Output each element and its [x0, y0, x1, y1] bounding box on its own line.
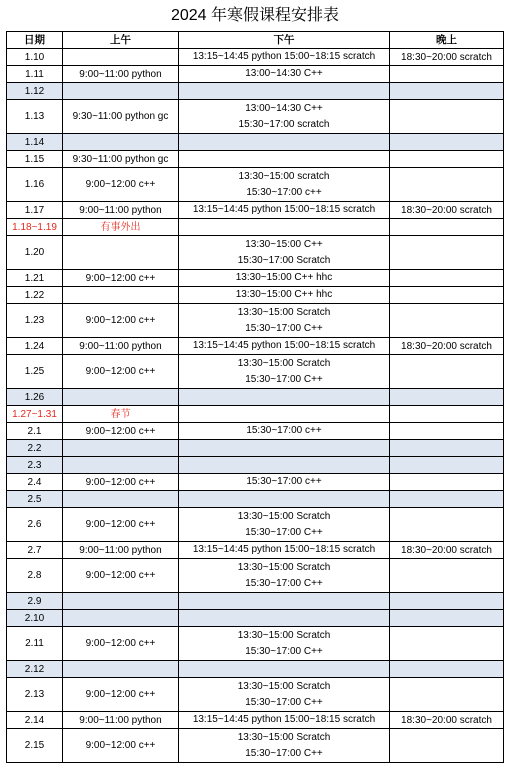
morning-cell	[63, 491, 179, 508]
afternoon-line: 13:15~14:45 python 15:00~18:15 scratch	[192, 714, 376, 725]
morning-cell	[63, 661, 179, 678]
morning-cell: 9:00~12:00 c++	[63, 627, 179, 661]
afternoon-line: 15:30~17:00 c++	[246, 425, 322, 436]
morning-cell: 9:00~12:00 c++	[63, 355, 179, 389]
evening-cell: 18:30~20:00 scratch	[390, 542, 504, 559]
morning-cell: 9:00~11:00 python	[63, 338, 179, 355]
afternoon-line: 13:15~14:45 python 15:00~18:15 scratch	[192, 204, 376, 215]
date-cell: 1.18~1.19	[7, 219, 63, 236]
afternoon-cell	[179, 134, 390, 151]
morning-cell: 9:00~12:00 c++	[63, 678, 179, 712]
evening-cell	[390, 678, 504, 712]
table-row	[7, 83, 504, 100]
morning-cell: 9:00~11:00 python	[63, 542, 179, 559]
header-row	[7, 32, 504, 49]
afternoon-cell	[179, 423, 390, 440]
afternoon-cell	[179, 168, 390, 202]
afternoon-cell	[179, 83, 390, 100]
table-row	[7, 457, 504, 474]
afternoon-cell	[179, 491, 390, 508]
afternoon-line: 15:30~17:00 C++	[245, 322, 323, 334]
date-cell: 2.3	[7, 457, 63, 474]
evening-cell	[390, 151, 504, 168]
table-row	[7, 627, 504, 661]
table-row	[7, 440, 504, 457]
table-row	[7, 304, 504, 338]
evening-cell	[390, 559, 504, 593]
schedule-table	[6, 31, 504, 763]
afternoon-line: 13:30~15:00 Scratch	[237, 357, 331, 369]
afternoon-cell	[179, 559, 390, 593]
afternoon-line: 15:30~17:00 C++	[245, 373, 323, 385]
evening-cell	[390, 627, 504, 661]
morning-cell: 9:30~11:00 python gc	[63, 151, 179, 168]
evening-cell	[390, 661, 504, 678]
afternoon-cell	[179, 542, 390, 559]
afternoon-cell	[179, 202, 390, 219]
morning-cell: 9:00~12:00 c++	[63, 168, 179, 202]
table-row	[7, 423, 504, 440]
afternoon-cell	[179, 304, 390, 338]
morning-cell: 9:00~12:00 c++	[63, 304, 179, 338]
date-cell: 2.13	[7, 678, 63, 712]
date-cell: 2.2	[7, 440, 63, 457]
morning-cell: 9:00~11:00 python	[63, 712, 179, 729]
afternoon-line: 13:30~15:00 Scratch	[237, 731, 331, 743]
evening-cell	[390, 83, 504, 100]
table-row	[7, 542, 504, 559]
afternoon-line: 15:30~17:00 c++	[246, 476, 322, 487]
afternoon-line: 13:30~15:00 C++	[245, 238, 323, 250]
date-cell: 1.16	[7, 168, 63, 202]
afternoon-line: 13:30~15:00 C++ hhc	[235, 272, 333, 283]
page-title: 2024 年寒假课程安排表	[170, 7, 340, 24]
table-row	[7, 355, 504, 389]
evening-cell	[390, 474, 504, 491]
table-row	[7, 474, 504, 491]
table-row	[7, 729, 504, 763]
evening-cell	[390, 355, 504, 389]
morning-cell: 9:00~12:00 c++	[63, 474, 179, 491]
date-cell: 1.25	[7, 355, 63, 389]
table-row	[7, 491, 504, 508]
afternoon-line: 15:30~17:00 c++	[246, 186, 322, 198]
evening-cell	[390, 593, 504, 610]
afternoon-cell	[179, 627, 390, 661]
table-row	[7, 219, 504, 236]
afternoon-line: 13:15~14:45 python 15:00~18:15 scratch	[192, 544, 376, 555]
afternoon-line: 13:30~15:00 Scratch	[237, 680, 331, 692]
afternoon-cell	[179, 151, 390, 168]
header-afternoon: 下午	[179, 32, 390, 49]
morning-cell	[63, 440, 179, 457]
evening-cell: 18:30~20:00 scratch	[390, 49, 504, 66]
date-cell: 1.26	[7, 389, 63, 406]
date-cell: 2.14	[7, 712, 63, 729]
afternoon-cell	[179, 729, 390, 763]
afternoon-line: 15:30~17:00 Scratch	[237, 254, 331, 266]
afternoon-line: 13:30~15:00 Scratch	[237, 561, 331, 573]
morning-cell: 9:00~12:00 c++	[63, 423, 179, 440]
afternoon-cell	[179, 49, 390, 66]
date-cell: 2.6	[7, 508, 63, 542]
date-cell: 2.4	[7, 474, 63, 491]
afternoon-cell	[179, 457, 390, 474]
afternoon-cell	[179, 678, 390, 712]
date-cell: 2.10	[7, 610, 63, 627]
evening-cell	[390, 440, 504, 457]
afternoon-cell	[179, 610, 390, 627]
evening-cell: 18:30~20:00 scratch	[390, 338, 504, 355]
date-cell: 2.1	[7, 423, 63, 440]
morning-cell	[63, 610, 179, 627]
morning-cell	[63, 457, 179, 474]
afternoon-cell	[179, 661, 390, 678]
morning-cell	[63, 134, 179, 151]
table-row	[7, 287, 504, 304]
date-cell: 2.8	[7, 559, 63, 593]
afternoon-line: 13:30~15:00 Scratch	[237, 629, 331, 641]
evening-cell	[390, 729, 504, 763]
table-row	[7, 406, 504, 423]
afternoon-cell	[179, 508, 390, 542]
afternoon-line: 13:00~14:30 C++	[245, 68, 323, 79]
evening-cell	[390, 100, 504, 134]
date-cell: 1.23	[7, 304, 63, 338]
afternoon-line: 13:30~15:00 Scratch	[237, 306, 331, 318]
table-row	[7, 270, 504, 287]
evening-cell	[390, 304, 504, 338]
date-cell: 2.15	[7, 729, 63, 763]
morning-cell	[63, 83, 179, 100]
afternoon-line: 15:30~17:00 C++	[245, 696, 323, 708]
afternoon-line: 15:30~17:00 C++	[245, 747, 323, 759]
date-cell: 1.13	[7, 100, 63, 134]
schedule-body	[7, 49, 504, 763]
date-cell: 1.27~1.31	[7, 406, 63, 423]
date-cell: 2.11	[7, 627, 63, 661]
morning-cell: 9:00~12:00 c++	[63, 729, 179, 763]
afternoon-cell	[179, 236, 390, 270]
morning-cell: 有事外出	[63, 219, 179, 236]
date-cell: 2.12	[7, 661, 63, 678]
afternoon-line: 15:30~17:00 C++	[245, 526, 323, 538]
afternoon-line: 15:30~17:00 C++	[245, 577, 323, 589]
morning-cell	[63, 236, 179, 270]
evening-cell	[390, 457, 504, 474]
table-row	[7, 100, 504, 134]
morning-cell: 春节	[63, 406, 179, 423]
morning-cell	[63, 593, 179, 610]
evening-cell	[390, 66, 504, 83]
afternoon-cell	[179, 593, 390, 610]
date-cell: 1.21	[7, 270, 63, 287]
date-cell: 2.9	[7, 593, 63, 610]
table-row	[7, 610, 504, 627]
morning-cell: 9:00~12:00 c++	[63, 270, 179, 287]
date-cell: 1.14	[7, 134, 63, 151]
morning-cell: 9:30~11:00 python gc	[63, 100, 179, 134]
header-evening: 晚上	[390, 32, 504, 49]
morning-cell: 9:00~11:00 python	[63, 66, 179, 83]
table-row	[7, 712, 504, 729]
date-cell: 1.17	[7, 202, 63, 219]
header-date: 日期	[7, 32, 63, 49]
evening-cell	[390, 389, 504, 406]
evening-cell	[390, 508, 504, 542]
table-row	[7, 338, 504, 355]
date-cell: 2.5	[7, 491, 63, 508]
table-row	[7, 508, 504, 542]
evening-cell: 18:30~20:00 scratch	[390, 712, 504, 729]
afternoon-line: 13:30~15:00 scratch	[238, 170, 330, 182]
date-cell: 1.20	[7, 236, 63, 270]
afternoon-cell	[179, 712, 390, 729]
header-morning: 上午	[63, 32, 179, 49]
evening-cell	[390, 168, 504, 202]
morning-cell: 9:00~11:00 python	[63, 202, 179, 219]
evening-cell	[390, 219, 504, 236]
table-row	[7, 66, 504, 83]
evening-cell	[390, 491, 504, 508]
evening-cell	[390, 423, 504, 440]
afternoon-line: 13:15~14:45 python 15:00~18:15 scratch	[192, 51, 376, 62]
date-cell: 2.7	[7, 542, 63, 559]
table-row	[7, 389, 504, 406]
afternoon-cell	[179, 389, 390, 406]
afternoon-cell	[179, 100, 390, 134]
afternoon-cell	[179, 287, 390, 304]
table-row	[7, 678, 504, 712]
afternoon-cell	[179, 219, 390, 236]
date-cell: 1.15	[7, 151, 63, 168]
table-row	[7, 168, 504, 202]
evening-cell	[390, 236, 504, 270]
morning-cell	[63, 49, 179, 66]
date-cell: 1.12	[7, 83, 63, 100]
afternoon-line: 13:15~14:45 python 15:00~18:15 scratch	[192, 340, 376, 351]
table-row	[7, 661, 504, 678]
table-row	[7, 559, 504, 593]
evening-cell	[390, 134, 504, 151]
afternoon-line: 13:30~15:00 C++ hhc	[235, 289, 333, 300]
evening-cell	[390, 270, 504, 287]
table-row	[7, 151, 504, 168]
morning-cell	[63, 389, 179, 406]
table-row	[7, 134, 504, 151]
morning-cell: 9:00~12:00 c++	[63, 559, 179, 593]
table-row	[7, 202, 504, 219]
table-row	[7, 236, 504, 270]
afternoon-cell	[179, 406, 390, 423]
table-row	[7, 593, 504, 610]
afternoon-line: 15:30~17:00 scratch	[238, 118, 330, 130]
afternoon-line: 15:30~17:00 C++	[245, 645, 323, 657]
morning-cell: 9:00~12:00 c++	[63, 508, 179, 542]
afternoon-line: 13:30~15:00 Scratch	[237, 510, 331, 522]
evening-cell	[390, 287, 504, 304]
morning-cell	[63, 287, 179, 304]
afternoon-cell	[179, 270, 390, 287]
evening-cell	[390, 406, 504, 423]
afternoon-line: 13:00~14:30 C++	[245, 102, 323, 114]
afternoon-cell	[179, 66, 390, 83]
evening-cell	[390, 610, 504, 627]
table-row	[7, 49, 504, 66]
date-cell: 1.22	[7, 287, 63, 304]
afternoon-cell	[179, 474, 390, 491]
date-cell: 1.11	[7, 66, 63, 83]
afternoon-cell	[179, 440, 390, 457]
evening-cell: 18:30~20:00 scratch	[390, 202, 504, 219]
date-cell: 1.10	[7, 49, 63, 66]
afternoon-cell	[179, 338, 390, 355]
date-cell: 1.24	[7, 338, 63, 355]
afternoon-cell	[179, 355, 390, 389]
